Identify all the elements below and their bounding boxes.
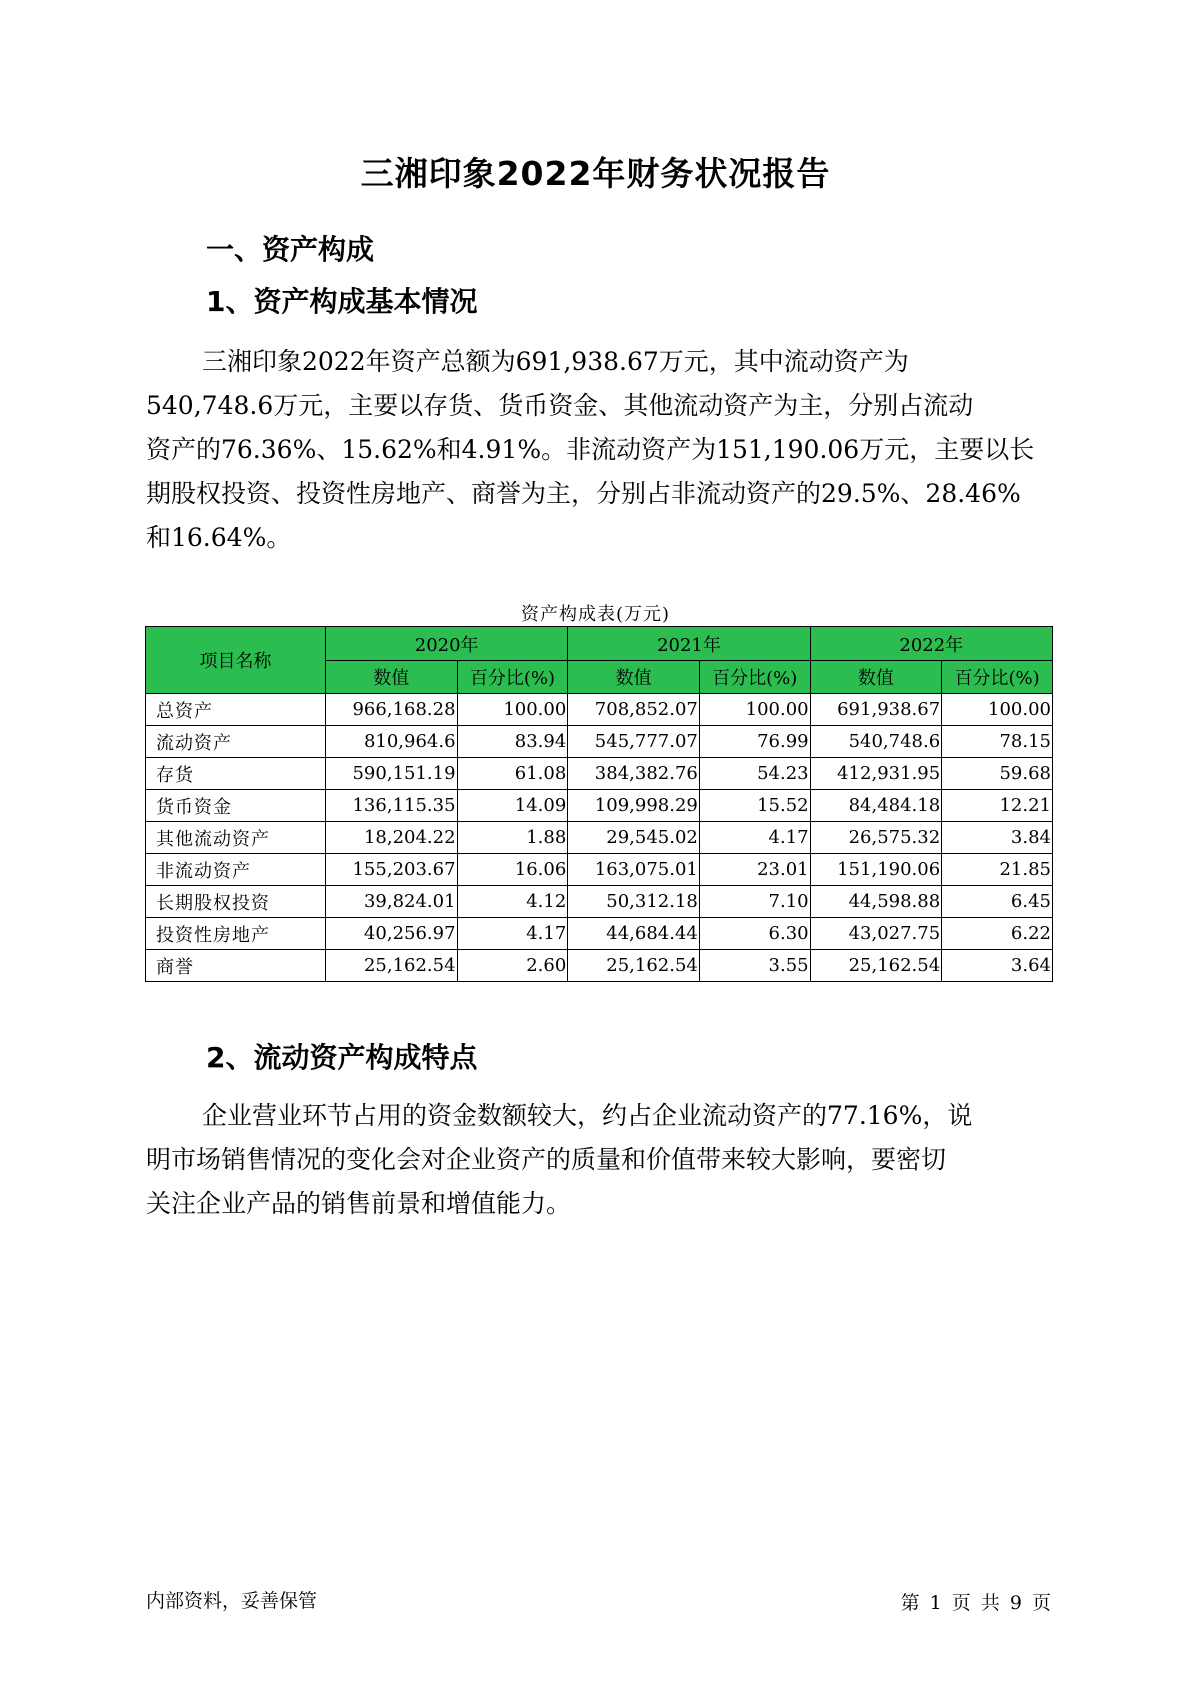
cell-percent: 2.60	[457, 950, 568, 982]
paragraph-current-assets	[146, 1094, 1052, 1226]
cell-value: 29,545.02	[568, 822, 700, 854]
paragraph-line: 关注企业产品的销售前景和增值能力。	[146, 1189, 572, 1218]
cell-value: 25,162.54	[810, 950, 942, 982]
row-label: 流动资产	[146, 726, 326, 758]
table-row	[146, 822, 1053, 854]
cell-percent: 54.23	[699, 758, 810, 790]
paragraph-line: 和16.64%。	[146, 523, 292, 552]
column-header-year: 2021年	[568, 627, 810, 661]
cell-value: 39,824.01	[326, 886, 458, 918]
cell-percent: 61.08	[457, 758, 568, 790]
cell-percent: 76.99	[699, 726, 810, 758]
cell-value: 384,382.76	[568, 758, 700, 790]
cell-percent: 14.09	[457, 790, 568, 822]
cell-value: 109,998.29	[568, 790, 700, 822]
cell-percent: 4.12	[457, 886, 568, 918]
cell-percent: 7.10	[699, 886, 810, 918]
cell-value: 163,075.01	[568, 854, 700, 886]
cell-value: 44,684.44	[568, 918, 700, 950]
cell-percent: 3.84	[942, 822, 1053, 854]
cell-value: 50,312.18	[568, 886, 700, 918]
table-row	[146, 758, 1053, 790]
cell-percent: 6.22	[942, 918, 1053, 950]
cell-percent: 4.17	[457, 918, 568, 950]
row-label: 投资性房地产	[146, 918, 326, 950]
cell-percent: 100.00	[942, 694, 1053, 726]
cell-value: 155,203.67	[326, 854, 458, 886]
subsection-heading-current-assets: 2、流动资产构成特点	[206, 1041, 478, 1074]
cell-value: 966,168.28	[326, 694, 458, 726]
table-body	[146, 694, 1053, 982]
table-row	[146, 918, 1053, 950]
cell-value: 691,938.67	[810, 694, 942, 726]
cell-value: 25,162.54	[568, 950, 700, 982]
paragraph-line: 期股权投资、投资性房地产、商誉为主，分别占非流动资产的29.5%、28.46%	[146, 479, 1021, 508]
cell-value: 84,484.18	[810, 790, 942, 822]
cell-percent: 6.30	[699, 918, 810, 950]
cell-percent: 6.45	[942, 886, 1053, 918]
cell-percent: 100.00	[457, 694, 568, 726]
cell-value: 545,777.07	[568, 726, 700, 758]
cell-percent: 1.88	[457, 822, 568, 854]
subsection-heading-basic-situation: 1、资产构成基本情况	[206, 285, 478, 318]
cell-value: 810,964.6	[326, 726, 458, 758]
cell-percent: 59.68	[942, 758, 1053, 790]
cell-percent: 100.00	[699, 694, 810, 726]
column-header-percent: 百分比(%)	[457, 661, 568, 694]
cell-value: 43,027.75	[810, 918, 942, 950]
cell-value: 44,598.88	[810, 886, 942, 918]
table-row	[146, 854, 1053, 886]
cell-percent: 78.15	[942, 726, 1053, 758]
row-label: 存货	[146, 758, 326, 790]
asset-composition-table	[145, 626, 1053, 982]
cell-value: 136,115.35	[326, 790, 458, 822]
table-row	[146, 694, 1053, 726]
table-caption: 资产构成表(万元)	[520, 604, 671, 625]
column-header-year: 2022年	[810, 627, 1052, 661]
cell-value: 40,256.97	[326, 918, 458, 950]
row-label: 非流动资产	[146, 854, 326, 886]
column-header-item-name: 项目名称	[146, 627, 326, 694]
cell-percent: 4.17	[699, 822, 810, 854]
paragraph-line: 三湘印象2022年资产总额为691,938.67万元，其中流动资产为	[202, 347, 909, 376]
paragraph-asset-overview	[146, 340, 1052, 560]
row-label: 商誉	[146, 950, 326, 982]
row-label: 其他流动资产	[146, 822, 326, 854]
paragraph-line: 540,748.6万元，主要以存货、货币资金、其他流动资产为主，分别占流动	[146, 391, 974, 420]
cell-value: 590,151.19	[326, 758, 458, 790]
row-label: 总资产	[146, 694, 326, 726]
cell-percent: 3.55	[699, 950, 810, 982]
paragraph-line: 资产的76.36%、15.62%和4.91%。非流动资产为151,190.06万元，主要以长	[146, 435, 1035, 464]
cell-percent: 12.21	[942, 790, 1053, 822]
cell-value: 412,931.95	[810, 758, 942, 790]
cell-value: 708,852.07	[568, 694, 700, 726]
cell-value: 540,748.6	[810, 726, 942, 758]
footer-page-number: 第 1 页 共 9 页	[900, 1592, 1051, 1614]
column-header-percent: 百分比(%)	[942, 661, 1053, 694]
paragraph-line: 明市场销售情况的变化会对企业资产的质量和价值带来较大影响，要密切	[146, 1145, 947, 1174]
cell-value: 26,575.32	[810, 822, 942, 854]
column-header-year: 2020年	[326, 627, 568, 661]
cell-percent: 23.01	[699, 854, 810, 886]
table-row	[146, 950, 1053, 982]
table-row	[146, 790, 1053, 822]
cell-percent: 83.94	[457, 726, 568, 758]
cell-value: 25,162.54	[326, 950, 458, 982]
column-header-value: 数值	[568, 661, 700, 694]
column-header-value: 数值	[810, 661, 942, 694]
cell-value: 151,190.06	[810, 854, 942, 886]
cell-percent: 15.52	[699, 790, 810, 822]
row-label: 长期股权投资	[146, 886, 326, 918]
column-header-percent: 百分比(%)	[699, 661, 810, 694]
cell-percent: 3.64	[942, 950, 1053, 982]
table-row	[146, 726, 1053, 758]
footer-confidential-note: 内部资料，妥善保管	[146, 1590, 318, 1612]
cell-percent: 16.06	[457, 854, 568, 886]
row-label: 货币资金	[146, 790, 326, 822]
paragraph-line: 企业营业环节占用的资金数额较大，约占企业流动资产的77.16%，说	[202, 1101, 973, 1130]
cell-value: 18,204.22	[326, 822, 458, 854]
table-row	[146, 886, 1053, 918]
cell-percent: 21.85	[942, 854, 1053, 886]
section-heading-asset-composition: 一、资产构成	[206, 233, 375, 266]
column-header-value: 数值	[326, 661, 458, 694]
page-title: 三湘印象2022年财务状况报告	[360, 154, 831, 193]
